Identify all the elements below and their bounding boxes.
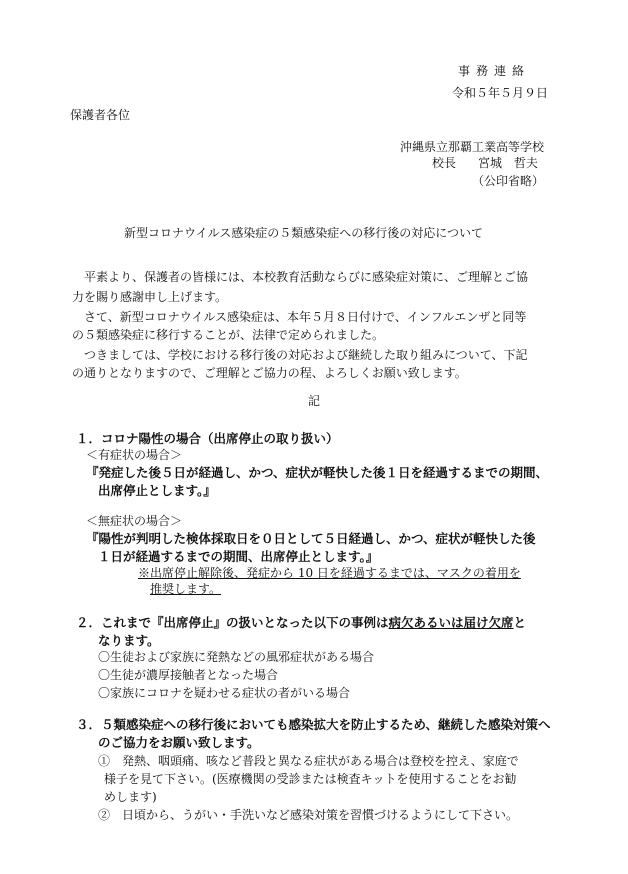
asymptomatic-label: ＜無症状の場合＞ bbox=[86, 514, 183, 528]
asymptomatic-rule: 『陽性が判明した検体採取日を０日として５日経過し、かつ、症状が軽快した後 bbox=[86, 531, 536, 546]
intro-line: 力を賜り感謝申し上げます。 bbox=[72, 290, 228, 304]
section1-heading: １．コロナ陽性の場合（出席停止の取り扱い） bbox=[76, 431, 339, 446]
intro-line: の通りとなりますので、ご理解とご協力の程、よろしくお願い致します。 bbox=[72, 366, 467, 380]
section3-heading: ３．５類感染症への移行後においても感染拡大を防止するため、継続した感染対策へ bbox=[76, 717, 551, 732]
intro-line: つきましては、学校における移行後の対応および継続した取り組みについて、下記 bbox=[72, 348, 528, 362]
document-title: 新型コロナウイルス感染症の５類感染症への移行後の対応について bbox=[124, 226, 484, 240]
intro-line: の５類感染症に移行することが、法律で定められました。 bbox=[72, 328, 385, 342]
case-item: 〇生徒および家族に発熱などの風邪症状がある場合 bbox=[98, 650, 375, 664]
notice-type: 事務連絡 bbox=[458, 64, 531, 78]
school-name: 沖縄県立那覇工業高等学校 bbox=[400, 140, 545, 154]
section2-heading-part: ２．これまで『出席停止』の扱いとなった以下の事例は bbox=[76, 615, 389, 630]
principal-title: 校長 bbox=[432, 156, 457, 170]
section2-heading bbox=[76, 614, 526, 632]
section3-heading-cont: のご協力をお願い致します。 bbox=[98, 735, 260, 750]
measure-item: ① 発熱、咽頭痛、咳など普段と異なる症状がある場合は登校を控え、家庭で bbox=[98, 754, 519, 768]
symptomatic-rule: 『発症した後５日が経過し、かつ、症状が軽快した後１日を経過するまでの期間、 bbox=[86, 465, 549, 480]
mask-note: ※出席停止解除後、発症から 10 日を経過するまでは、マスクの着用を bbox=[138, 566, 521, 580]
symptomatic-rule-cont: 出席停止とします。』 bbox=[98, 483, 216, 498]
measure-item: ② 日頃から、うがい・手洗いなど感染対策を習慣づけるようにして下さい。 bbox=[98, 808, 519, 822]
section2-heading-cont: なります。 bbox=[98, 633, 160, 648]
measure-item-cont: 様子を見て下さい。(医療機関の受診または検査キットを使用することをお勧 bbox=[104, 772, 517, 786]
case-item: 〇家族にコロナを疑わせる症状の者がいる場合 bbox=[98, 686, 351, 700]
intro-line: 平素より、保護者の皆様には、本校教育活動ならびに感染症対策に、ご理解とご協 bbox=[72, 270, 529, 284]
measure-item-cont: めします) bbox=[104, 790, 157, 804]
seal-note: （公印省略） bbox=[472, 174, 545, 188]
recipient: 保護者各位 bbox=[70, 108, 131, 122]
intro-line: さて、新型コロナウイルス感染症は、本年５月８日付けで、インフルエンザと同等 bbox=[72, 310, 527, 324]
principal-name: 宮城 哲夫 bbox=[478, 156, 539, 170]
symptomatic-label: ＜有症状の場合＞ bbox=[86, 448, 183, 462]
ki-mark: 記 bbox=[308, 394, 321, 408]
asymptomatic-rule-cont: １日が経過するまでの期間、出席停止とします。』 bbox=[98, 549, 379, 564]
section2-heading-part: と bbox=[513, 615, 527, 630]
issue-date: 令和５年５月９日 bbox=[452, 86, 549, 100]
mask-note-cont: 推奨します。 bbox=[150, 582, 222, 596]
absence-type: 病欠あるいは届け欠席 bbox=[388, 615, 514, 630]
case-item: 〇生徒が濃厚接触者となった場合 bbox=[98, 668, 279, 682]
